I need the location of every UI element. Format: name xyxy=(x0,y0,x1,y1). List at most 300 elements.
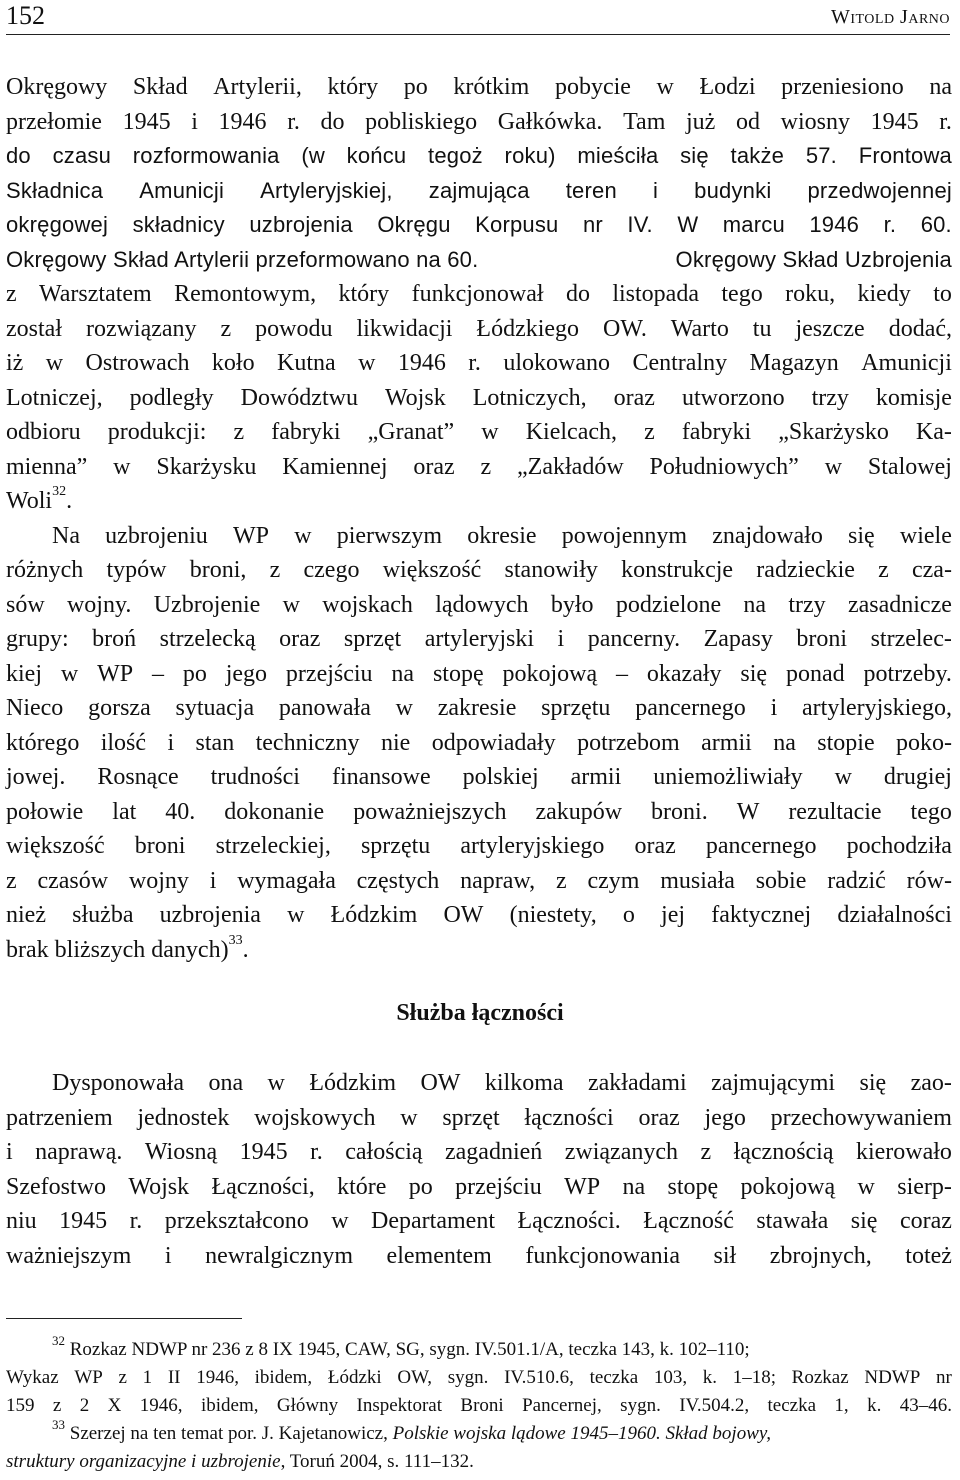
footnote-ref-32[interactable]: 32 xyxy=(52,484,67,499)
word: przekształcono xyxy=(164,1208,309,1234)
word: Składnica xyxy=(6,177,104,203)
word: stan xyxy=(195,729,235,756)
word: w xyxy=(294,522,312,549)
word: okazały xyxy=(646,660,722,687)
word: rozwiązany xyxy=(85,315,197,342)
word: Uzbrojenie xyxy=(153,591,261,618)
word: Łodzi xyxy=(699,74,756,100)
word: WP xyxy=(97,660,134,687)
body-line xyxy=(6,829,952,864)
word: sił xyxy=(713,1242,737,1269)
body-line-fragment: . xyxy=(242,936,249,963)
word: podległy xyxy=(129,384,214,411)
word: Wojsk xyxy=(384,384,446,411)
running-author: Witold Jarno xyxy=(830,6,950,28)
word: sprzęt xyxy=(343,626,402,652)
word: w xyxy=(358,350,376,376)
word: trudności xyxy=(210,764,300,790)
word: łącznością xyxy=(733,1139,834,1165)
body-line-text xyxy=(6,795,952,830)
word: większość xyxy=(382,557,482,583)
word: z xyxy=(555,867,567,894)
section-line xyxy=(6,1066,952,1101)
word: do xyxy=(565,281,590,307)
word: jeszcze xyxy=(795,315,865,342)
word: poważniejszych xyxy=(353,798,507,825)
word: wiele xyxy=(899,522,952,549)
word: z xyxy=(118,1367,127,1388)
word: czasu xyxy=(52,143,112,168)
word: Łódzkim xyxy=(330,902,418,928)
footnotes xyxy=(6,1332,952,1476)
word: niu xyxy=(6,1208,37,1234)
word: z xyxy=(233,419,245,445)
word: techniczny xyxy=(255,729,360,756)
word: na xyxy=(391,660,415,687)
word: końcu xyxy=(346,143,407,168)
word: Remontowym, xyxy=(174,281,317,307)
word: Rozkaz xyxy=(791,1367,849,1388)
word: armii xyxy=(570,764,622,790)
word: NDWP xyxy=(864,1367,921,1388)
section-line-text xyxy=(6,1101,952,1136)
word: z xyxy=(644,419,655,445)
body-line xyxy=(6,484,952,519)
word: finansowe xyxy=(331,764,431,790)
word: o xyxy=(622,902,635,928)
word: napraw, xyxy=(460,867,536,894)
word: elementem xyxy=(386,1242,492,1269)
word: odbioru xyxy=(6,419,81,445)
word: Szefostwo xyxy=(6,1173,106,1200)
body-line-text: Okręgowy Skład Artylerii przeformowano na 60. xyxy=(6,246,479,272)
word: WP xyxy=(233,522,269,549)
section-line xyxy=(6,1101,952,1136)
word: oraz xyxy=(638,1104,680,1131)
word: było xyxy=(550,591,594,618)
word: 103, xyxy=(653,1367,688,1388)
word: 57. xyxy=(805,143,837,168)
word: teren xyxy=(565,177,617,203)
word: 1–18; xyxy=(732,1367,776,1388)
word: także xyxy=(730,143,785,168)
body-line-text xyxy=(6,208,952,243)
word: r. xyxy=(939,108,952,135)
section-line xyxy=(6,1204,952,1239)
body-line-text xyxy=(6,415,952,450)
word: związanych xyxy=(564,1139,678,1165)
word: Łódzki xyxy=(327,1367,382,1388)
word: artyleryjski xyxy=(424,626,535,652)
footnote-32 xyxy=(6,1332,952,1364)
word: ponad xyxy=(785,660,845,687)
body-line xyxy=(6,312,952,347)
word: gorsza xyxy=(88,695,151,721)
word: coraz xyxy=(899,1208,952,1234)
word: W xyxy=(677,212,699,237)
body-line xyxy=(6,553,952,588)
word: zajmująca xyxy=(428,177,530,203)
word: 1946 xyxy=(218,108,267,135)
word: składnicy xyxy=(132,212,225,237)
word: się xyxy=(850,1208,878,1234)
word: i xyxy=(164,1242,172,1269)
word: sprzętu xyxy=(541,695,611,721)
word: Łączności. xyxy=(517,1208,621,1234)
body-line-text xyxy=(6,484,72,519)
word: teczka xyxy=(767,1395,817,1416)
word: teczka xyxy=(589,1367,639,1388)
word: Departament xyxy=(371,1208,495,1234)
word: stanowiły xyxy=(504,557,598,583)
word: funkcjonowania xyxy=(525,1242,680,1269)
body-line xyxy=(6,174,952,209)
word: Dowództwu xyxy=(240,384,358,411)
word: roku, xyxy=(785,281,836,307)
word: mieściła xyxy=(577,143,659,168)
word: którego xyxy=(6,729,80,756)
word: Stalowej xyxy=(867,453,952,480)
footnote-cited-title: struktury organizacyjne i uzbrojenie xyxy=(6,1451,281,1472)
word: poko- xyxy=(896,729,952,756)
word: r. xyxy=(883,212,897,237)
word: pancernego xyxy=(705,833,817,859)
word: Tam xyxy=(623,108,666,135)
word: Dysponowała xyxy=(52,1070,184,1096)
word: r. xyxy=(129,1208,143,1234)
word: produkcji: xyxy=(107,419,207,445)
word: polskiej xyxy=(462,764,539,790)
word: 1945 xyxy=(239,1139,288,1165)
body-line-text xyxy=(6,829,952,864)
word: został xyxy=(6,315,62,342)
word: newralgicznym xyxy=(205,1242,353,1269)
word: znajdowało xyxy=(712,522,823,549)
word: artyleryjskiego xyxy=(460,833,605,859)
section-line-text xyxy=(6,1204,952,1239)
word: Artyleryjskiej, xyxy=(260,177,393,203)
word: r. xyxy=(310,1139,323,1165)
word: OW xyxy=(420,1070,461,1096)
word: przejściu xyxy=(455,1173,542,1200)
body-line-text xyxy=(6,588,952,623)
word: potrzeby. xyxy=(863,660,952,687)
word: Wiosną xyxy=(144,1139,218,1165)
word: trzy xyxy=(811,384,849,411)
word: okresie xyxy=(467,522,537,549)
word: dodać, xyxy=(888,315,952,342)
word: tegoż xyxy=(428,143,483,168)
word: zajmującymi xyxy=(711,1070,836,1096)
footnote-marker: 32 xyxy=(52,1332,65,1348)
word: już xyxy=(686,108,716,135)
word: pancernego xyxy=(635,695,746,721)
footnote-line-text xyxy=(52,1416,772,1448)
word: jego xyxy=(704,1104,746,1131)
word: w xyxy=(481,419,499,445)
word: kiej xyxy=(6,660,42,687)
body-line xyxy=(6,381,952,416)
word: i xyxy=(191,108,198,135)
word: tu xyxy=(752,315,772,342)
body-line-text xyxy=(6,657,952,692)
word: komisje xyxy=(875,384,952,411)
footnote-ref-33[interactable]: 33 xyxy=(228,932,243,948)
word: wojny xyxy=(128,867,189,894)
word: na xyxy=(743,591,767,618)
word: oraz xyxy=(613,384,655,411)
word: broni. xyxy=(651,798,708,825)
word: w xyxy=(400,1104,418,1131)
word: Kutna xyxy=(277,350,336,376)
body-line-text xyxy=(6,312,952,347)
word: podzielone xyxy=(615,591,722,618)
word: z xyxy=(220,315,232,342)
word: na xyxy=(622,1173,646,1200)
word: zakresie xyxy=(437,695,517,721)
word: tego xyxy=(721,281,763,307)
word: jednostek xyxy=(137,1104,230,1131)
section-line-text xyxy=(52,1066,952,1101)
word: w xyxy=(267,1070,285,1096)
word: 1946, xyxy=(196,1367,239,1388)
body-line xyxy=(6,691,952,726)
word: z xyxy=(700,1139,712,1165)
word: uzbrojenia xyxy=(159,902,261,928)
body-line xyxy=(6,795,952,830)
word: Ostrowach xyxy=(85,350,190,376)
word: różnych xyxy=(6,557,84,583)
word: Magazyn xyxy=(749,350,839,376)
word: – xyxy=(151,660,164,687)
word: roku) xyxy=(504,143,556,168)
section-line-text xyxy=(6,1170,952,1205)
word: „Skarżysko xyxy=(778,419,889,445)
word: się xyxy=(859,1070,887,1096)
body-line xyxy=(6,622,952,657)
word: marcu xyxy=(722,212,785,237)
body-line-text xyxy=(6,381,952,416)
word: sytuacja xyxy=(175,695,255,721)
word: powojennym xyxy=(561,522,688,549)
word: przejściu xyxy=(285,660,373,687)
word: się xyxy=(740,660,768,687)
word: oraz xyxy=(634,833,676,859)
word: łączności xyxy=(524,1104,614,1131)
word: się xyxy=(848,522,875,549)
word: połowie xyxy=(6,798,84,825)
word: czasów xyxy=(37,867,109,894)
body-line-text xyxy=(6,864,952,899)
word: który xyxy=(327,74,379,100)
word: radzić xyxy=(827,867,886,894)
word: armii xyxy=(701,729,752,756)
word: patrzeniem xyxy=(6,1104,113,1131)
word: konstrukcje xyxy=(621,557,734,583)
word: OW. xyxy=(603,315,647,342)
body-line-fragment: brak bliższych danych) xyxy=(6,936,229,963)
body-line-text xyxy=(6,174,952,209)
word: jowej. xyxy=(6,764,66,790)
word: sygn. xyxy=(620,1395,661,1416)
word: Łączność xyxy=(643,1208,734,1234)
word: r. xyxy=(468,350,481,376)
word: stopę xyxy=(667,1173,719,1200)
word: się xyxy=(680,143,709,168)
word: z xyxy=(878,557,889,583)
word: Łódzkim xyxy=(309,1070,396,1096)
word: budynki xyxy=(694,177,772,203)
word: działalności xyxy=(837,902,952,928)
footnote-33 xyxy=(6,1416,952,1448)
word: Ka- xyxy=(915,419,952,445)
word: całością xyxy=(345,1139,423,1165)
body-line-text xyxy=(6,898,952,933)
footnote-text xyxy=(6,1392,952,1420)
word: częstych xyxy=(356,867,440,894)
word: oraz xyxy=(279,626,321,652)
word: w xyxy=(60,660,79,687)
word: wiosny xyxy=(780,108,850,135)
word: odpowiadały xyxy=(431,729,556,756)
word: przedwojennej xyxy=(807,177,952,203)
footnote-cited-title: Polskie wojska lądowe 1945–1960. Skład bojowy, xyxy=(392,1423,772,1444)
word: pobliskiego xyxy=(365,108,478,135)
word: pierwszym xyxy=(336,522,443,549)
word: cza- xyxy=(911,557,952,583)
word: Zapasy xyxy=(703,626,773,652)
word: Frontowa xyxy=(858,143,952,168)
word: 1946, xyxy=(139,1395,183,1416)
body-line-fragment: . xyxy=(66,488,73,514)
word: Skarżysku xyxy=(156,453,257,480)
section-paragraphs xyxy=(6,1066,952,1273)
word: w xyxy=(857,1173,875,1200)
word: mienna” xyxy=(6,453,88,480)
word: Główny xyxy=(276,1395,339,1416)
section-heading: Służba łączności xyxy=(396,1000,564,1026)
word: i xyxy=(770,695,778,721)
word: 1945 xyxy=(122,108,171,135)
word: radzieckie xyxy=(756,557,855,583)
footnote-text: Rozkaz NDWP nr 236 z 8 IX 1945, CAW, SG, sygn. IV.501.1/A, teczka 143, k. 102–110; xyxy=(69,1339,750,1360)
word: służba xyxy=(72,902,134,928)
word: pokojową xyxy=(502,660,598,687)
word: Artylerii, xyxy=(213,74,302,100)
body-line-text xyxy=(6,139,952,174)
word: utworzono xyxy=(681,384,785,411)
word: (niestety, xyxy=(509,902,597,928)
word: wymagała xyxy=(237,867,336,894)
word: Łączności, xyxy=(211,1173,315,1200)
word: wojny. xyxy=(66,591,132,618)
word: artyleryjskiego, xyxy=(802,695,952,721)
word: i xyxy=(167,729,175,756)
word: Okręgowy xyxy=(6,74,108,100)
body-line-text xyxy=(6,277,952,312)
word: z xyxy=(480,453,492,480)
word: Warsztatem xyxy=(39,281,152,307)
word: pochodziła xyxy=(846,833,952,859)
word: do xyxy=(6,143,31,168)
body-line xyxy=(6,933,952,968)
word: musiała xyxy=(660,867,735,894)
footnote-32-line xyxy=(6,1364,952,1392)
word: i xyxy=(652,177,659,203)
word: 43–46. xyxy=(899,1395,952,1416)
body-line-text xyxy=(52,519,952,554)
word: okręgowej xyxy=(6,212,109,237)
word: to xyxy=(933,281,952,307)
word: IV. xyxy=(627,212,653,237)
word: powodu xyxy=(255,315,333,342)
word: X xyxy=(107,1395,122,1416)
word: (w xyxy=(301,143,325,168)
section-line-text xyxy=(6,1135,952,1170)
word: Warto xyxy=(670,315,729,342)
word: strzeleckiej, xyxy=(215,833,331,859)
body-line xyxy=(6,139,952,174)
word: ibidem, xyxy=(254,1367,313,1388)
word: WP xyxy=(74,1367,103,1388)
word: na xyxy=(929,74,952,100)
body-paragraphs xyxy=(6,70,952,967)
word: W xyxy=(736,798,760,825)
word: ulokowano xyxy=(503,350,611,376)
word: Centralny xyxy=(632,350,728,376)
word: z xyxy=(52,1395,62,1416)
body-line-fragment: Woli xyxy=(6,488,53,514)
footnote-text: Szerzej na ten temat por. J. Kajetanowicz, xyxy=(69,1423,388,1444)
word: uzbrojeniu xyxy=(105,522,208,549)
word: broni xyxy=(796,626,848,652)
word: kiedy xyxy=(857,281,911,307)
word: kierowało xyxy=(855,1139,952,1165)
footnote-33-line xyxy=(6,1448,952,1476)
word: zao- xyxy=(910,1070,952,1096)
body-line-text xyxy=(6,726,952,761)
word: pancerny. xyxy=(587,626,681,652)
word: potrzebom xyxy=(577,729,680,756)
word: z xyxy=(269,557,281,583)
word: k. xyxy=(702,1367,718,1388)
word: czym xyxy=(587,867,640,894)
body-line xyxy=(6,70,952,105)
body-line-text xyxy=(6,553,952,588)
word: większość xyxy=(6,833,105,859)
word: listopada xyxy=(612,281,699,307)
word: Na xyxy=(52,522,80,549)
word: przeniesiono xyxy=(781,74,904,100)
word: 1946 xyxy=(809,212,860,237)
word: 1 xyxy=(142,1367,153,1388)
word: zbrojnych, xyxy=(769,1242,872,1269)
word: nie xyxy=(380,729,411,756)
word: ilość xyxy=(100,729,147,756)
word: w xyxy=(834,764,852,790)
body-line xyxy=(6,415,952,450)
word: który xyxy=(338,281,390,307)
word: czego xyxy=(303,557,360,583)
body-line-text xyxy=(6,933,249,968)
word: WP xyxy=(564,1173,601,1200)
word: i xyxy=(209,867,217,894)
word: – xyxy=(616,660,629,687)
word: sierp- xyxy=(897,1173,952,1200)
word: w xyxy=(824,453,843,480)
word: strzelec- xyxy=(870,626,952,652)
word: 60. xyxy=(920,212,952,237)
